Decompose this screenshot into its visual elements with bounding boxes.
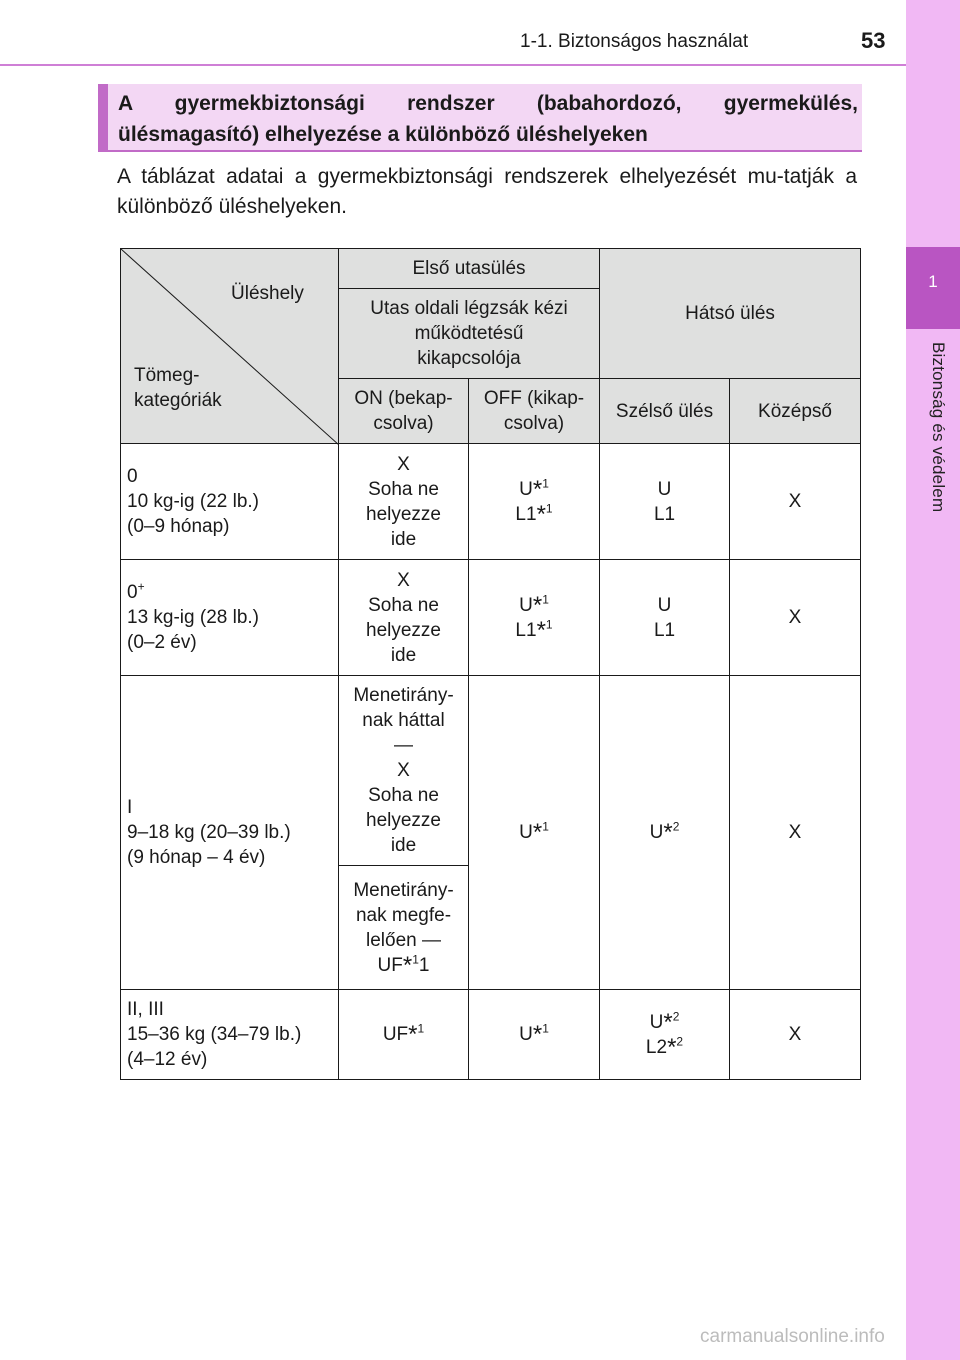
age-range: (0–2 év) bbox=[127, 632, 197, 653]
note-asterisk: * bbox=[663, 819, 673, 846]
cell-value: L1 bbox=[515, 619, 537, 641]
col-header-on bbox=[339, 379, 469, 444]
cell-center: X bbox=[730, 990, 861, 1080]
weight-range: 13 kg-ig (28 lb.) bbox=[127, 607, 260, 628]
weight-range: 10 kg-ig (22 lb.) bbox=[127, 491, 260, 512]
age-range: (0–9 hónap) bbox=[127, 516, 230, 537]
row-category-cell bbox=[121, 560, 339, 676]
table-row bbox=[121, 676, 861, 866]
intro-paragraph: A táblázat adatai a gyermekbiztonsági rendszerek elhelyezését mu-tatják a különböző üléshelyeken. bbox=[117, 165, 857, 218]
col-header-center: Középső bbox=[730, 379, 861, 444]
note-number: 1 bbox=[542, 592, 549, 607]
cell-on: X Soha ne helyezze ide bbox=[339, 444, 469, 560]
row-category-cell bbox=[121, 444, 339, 560]
col-header-outer: Szélső ülés bbox=[600, 379, 730, 444]
note-number: 1 bbox=[542, 819, 549, 834]
weight-group: II, III bbox=[127, 999, 164, 1020]
note-asterisk: * bbox=[408, 1021, 418, 1048]
chapter-title: Biztonság és védelem bbox=[929, 342, 948, 513]
cell-on bbox=[339, 990, 469, 1080]
section-title-box bbox=[98, 84, 862, 152]
cell-value: UF bbox=[382, 1024, 409, 1045]
note-asterisk: * bbox=[532, 819, 543, 846]
page-number: 53 bbox=[861, 28, 886, 53]
note-number: 1 bbox=[417, 1021, 425, 1036]
cell-outer bbox=[600, 560, 730, 676]
cell-value: L2 bbox=[645, 1036, 668, 1058]
page-header bbox=[0, 0, 906, 68]
weight-group-label: Tömeg- kategóriák bbox=[134, 365, 222, 411]
weight-group: 0 bbox=[127, 466, 138, 487]
note-asterisk: * bbox=[663, 1008, 673, 1036]
cell-value: U bbox=[657, 594, 672, 616]
row-category-cell bbox=[121, 990, 339, 1080]
cell-on-forward-facing bbox=[339, 866, 469, 990]
cell-value-tail: 1 bbox=[418, 954, 430, 976]
note-number: 1 bbox=[545, 617, 553, 632]
col-header-off-text: OFF (kikap-csolva) bbox=[483, 388, 585, 434]
cell-value: L1 bbox=[653, 503, 676, 525]
cell-value: U bbox=[649, 1011, 664, 1033]
cell-value: U bbox=[519, 822, 533, 843]
header-rule bbox=[0, 64, 906, 66]
cell-off bbox=[469, 560, 600, 676]
note-number: 1 bbox=[542, 1021, 549, 1036]
cell-on-rear-facing: Menetirány- nak háttal — X Soha ne helyezze ide bbox=[339, 676, 469, 866]
cell-value: U bbox=[649, 822, 664, 843]
cell-value: U bbox=[519, 594, 533, 616]
col-header-off bbox=[469, 379, 600, 444]
note-number: 2 bbox=[676, 1034, 684, 1049]
col-header-on-text: ON (bekap-csolva) bbox=[354, 388, 453, 434]
section-title: A gyermekbiztonsági rendszer (babahordozó, gyermekülés, ülésmagasító) elhelyezése a különböző üléshelyeken bbox=[118, 92, 858, 146]
weight-range: 15–36 kg (34–79 lb.) bbox=[127, 1024, 302, 1045]
rear-seat-header: Hátsó ülés bbox=[600, 249, 861, 379]
table-corner-cell bbox=[121, 249, 339, 444]
note-asterisk: * bbox=[532, 475, 543, 503]
cell-outer bbox=[600, 990, 730, 1080]
weight-group: I bbox=[127, 797, 133, 818]
corner-diagonal bbox=[121, 249, 339, 445]
cell-outer bbox=[600, 444, 730, 560]
table-row bbox=[121, 560, 861, 676]
cell-center: X bbox=[730, 444, 861, 560]
cell-value: U bbox=[519, 478, 533, 500]
breadcrumb: 1-1. Biztonságos használat bbox=[520, 31, 749, 52]
chapter-sidebar bbox=[906, 0, 960, 1360]
note-number: 2 bbox=[672, 1009, 680, 1024]
note-number: 2 bbox=[672, 819, 680, 834]
table-row bbox=[121, 444, 861, 560]
weight-range: 9–18 kg (20–39 lb.) bbox=[127, 822, 291, 843]
table-row bbox=[121, 990, 861, 1080]
cell-value: U bbox=[519, 1024, 533, 1045]
note-asterisk: * bbox=[536, 500, 546, 528]
cell-off bbox=[469, 676, 600, 990]
note-asterisk: * bbox=[532, 1021, 543, 1048]
cell-center: X bbox=[730, 676, 861, 990]
cell-on: X Soha ne helyezze ide bbox=[339, 560, 469, 676]
group-superscript: + bbox=[137, 579, 145, 594]
cell-value: UF bbox=[377, 954, 403, 976]
cell-off bbox=[469, 990, 600, 1080]
weight-group: 0 bbox=[127, 582, 138, 603]
age-range: (9 hónap – 4 év) bbox=[127, 847, 266, 868]
cell-value: L1 bbox=[653, 619, 676, 641]
watermark: carmanualsonline.info bbox=[700, 1326, 885, 1347]
chapter-tab[interactable]: 1 bbox=[906, 247, 960, 329]
row-category-cell bbox=[121, 676, 339, 990]
note-number: 1 bbox=[545, 501, 553, 516]
child-seat-table bbox=[120, 248, 861, 1080]
airbag-switch-text: Utas oldali légzsák kézi működtetésű kikapcsolója bbox=[370, 298, 568, 369]
cell-center: X bbox=[730, 560, 861, 676]
cell-off bbox=[469, 444, 600, 560]
forward-facing-text: Menetirány- nak megfe- lelően — bbox=[353, 879, 454, 951]
note-asterisk: * bbox=[536, 616, 546, 644]
note-asterisk: * bbox=[402, 951, 413, 979]
cell-value: U bbox=[657, 478, 672, 500]
cell-value: L1 bbox=[515, 503, 537, 525]
note-asterisk: * bbox=[667, 1033, 677, 1061]
cell-outer bbox=[600, 676, 730, 990]
age-range: (4–12 év) bbox=[127, 1049, 208, 1070]
seat-position-label: Üléshely bbox=[231, 283, 304, 304]
note-asterisk: * bbox=[532, 591, 543, 619]
note-number: 1 bbox=[542, 476, 549, 491]
note-number: 1 bbox=[412, 952, 419, 967]
airbag-switch-header bbox=[339, 289, 600, 379]
front-seat-header: Első utasülés bbox=[339, 249, 600, 289]
